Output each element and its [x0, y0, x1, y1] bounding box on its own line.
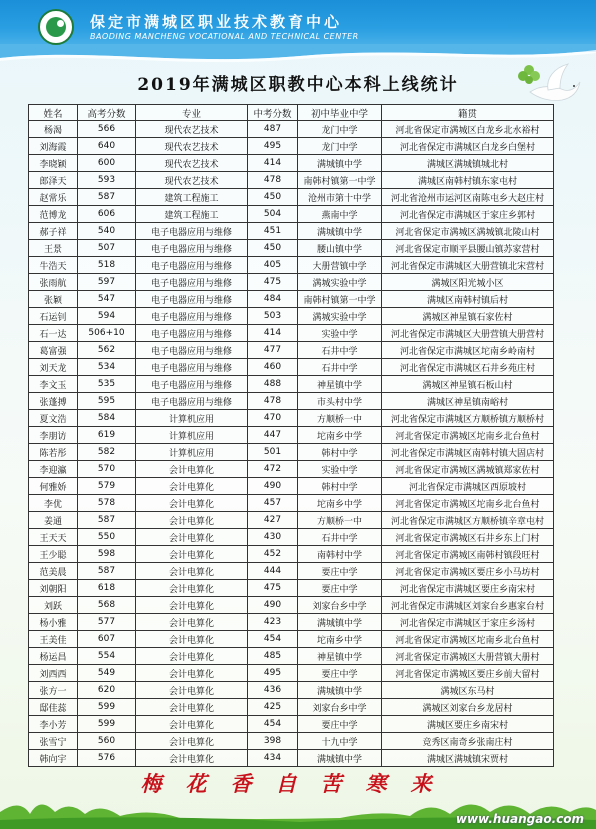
cell-gaokao-score: 534 [78, 359, 136, 376]
cell-name: 刘海霞 [29, 138, 78, 155]
cell-middle-school: 实验中学 [298, 325, 382, 342]
cell-name: 范美晨 [29, 563, 78, 580]
cell-gaokao-score: 607 [78, 631, 136, 648]
table-row [29, 155, 554, 172]
cell-major: 会计电算化 [136, 461, 248, 478]
table-row [29, 614, 554, 631]
cell-middle-school: 要庄中学 [298, 716, 382, 733]
cell-name: 刘朝阳 [29, 580, 78, 597]
cell-major: 电子电器应用与维修 [136, 393, 248, 410]
cell-middle-school: 刘家台乡中学 [298, 597, 382, 614]
cell-name: 韩向宇 [29, 750, 78, 767]
table-row [29, 223, 554, 240]
cell-hometown: 满城区神星镇石家佐村 [382, 308, 554, 325]
cell-zhongkao-score: 477 [248, 342, 298, 359]
cell-major: 电子电器应用与维修 [136, 274, 248, 291]
cell-major: 会计电算化 [136, 716, 248, 733]
cell-major: 现代农艺技术 [136, 121, 248, 138]
cell-name: 刘跃 [29, 597, 78, 614]
cell-name: 刘天龙 [29, 359, 78, 376]
cell-major: 电子电器应用与维修 [136, 257, 248, 274]
cell-name: 刘西西 [29, 665, 78, 682]
cell-name: 牛浩天 [29, 257, 78, 274]
cell-zhongkao-score: 503 [248, 308, 298, 325]
cell-hometown: 河北省保定市满城区刘家台乡惠家台村 [382, 597, 554, 614]
table-row [29, 274, 554, 291]
cell-middle-school: 南韩村镇第一中学 [298, 291, 382, 308]
cell-zhongkao-score: 457 [248, 495, 298, 512]
cell-hometown: 河北省保定市满城区石井乡东上门村 [382, 529, 554, 546]
table-row [29, 444, 554, 461]
cell-major: 会计电算化 [136, 580, 248, 597]
watermark: www.huangao.com [455, 812, 584, 826]
cell-zhongkao-score: 425 [248, 699, 298, 716]
table-row [29, 257, 554, 274]
cell-zhongkao-score: 472 [248, 461, 298, 478]
cell-hometown: 满城区东马村 [382, 682, 554, 699]
cell-gaokao-score: 600 [78, 155, 136, 172]
cell-hometown: 满城区阳光城小区 [382, 274, 554, 291]
cell-major: 计算机应用 [136, 410, 248, 427]
cell-gaokao-score: 618 [78, 580, 136, 597]
cell-gaokao-score: 568 [78, 597, 136, 614]
cell-zhongkao-score: 485 [248, 648, 298, 665]
table-row [29, 546, 554, 563]
table-row [29, 376, 554, 393]
column-header-middle-school: 初中毕业中学 [298, 105, 382, 121]
cell-major: 会计电算化 [136, 682, 248, 699]
cell-middle-school: 石井中学 [298, 529, 382, 546]
cell-zhongkao-score: 436 [248, 682, 298, 699]
cell-hometown: 河北省沧州市运河区南陈屯乡大赵庄村 [382, 189, 554, 206]
cell-major: 会计电算化 [136, 750, 248, 767]
cell-name: 陈若彤 [29, 444, 78, 461]
cell-middle-school: 韩村中学 [298, 444, 382, 461]
dove-icon [524, 62, 584, 106]
table-row [29, 750, 554, 767]
table-row [29, 138, 554, 155]
cell-major: 会计电算化 [136, 512, 248, 529]
cell-zhongkao-score: 447 [248, 427, 298, 444]
cell-major: 电子电器应用与维修 [136, 342, 248, 359]
admission-stats-table [28, 104, 554, 767]
cell-name: 王少聪 [29, 546, 78, 563]
cell-zhongkao-score: 501 [248, 444, 298, 461]
cell-major: 建筑工程施工 [136, 206, 248, 223]
cell-gaokao-score: 535 [78, 376, 136, 393]
cell-hometown: 河北省保定市满城区要庄乡南宋村 [382, 580, 554, 597]
school-name-en: BAODING MANCHENG VOCATIONAL AND TECHNICAL CENTER [90, 32, 359, 41]
cell-hometown: 河北省保定市满城区坨南乡北台鱼村 [382, 427, 554, 444]
cell-name: 李迎瀛 [29, 461, 78, 478]
cell-major: 会计电算化 [136, 495, 248, 512]
cell-name: 王景 [29, 240, 78, 257]
cell-zhongkao-score: 495 [248, 138, 298, 155]
banner-wave [0, 44, 596, 66]
cell-major: 会计电算化 [136, 478, 248, 495]
cell-zhongkao-score: 454 [248, 716, 298, 733]
table-row [29, 665, 554, 682]
cell-name: 张蓬搏 [29, 393, 78, 410]
table-row [29, 495, 554, 512]
cell-middle-school: 韩村中学 [298, 478, 382, 495]
cell-hometown: 河北省保定市满城区要庄乡小马坊村 [382, 563, 554, 580]
cell-name: 王天天 [29, 529, 78, 546]
cell-middle-school: 满城实验中学 [298, 274, 382, 291]
column-header-name: 姓名 [29, 105, 78, 121]
cell-name: 范博龙 [29, 206, 78, 223]
cell-major: 会计电算化 [136, 546, 248, 563]
cell-name: 张颖 [29, 291, 78, 308]
cell-name: 李晓颖 [29, 155, 78, 172]
table-row [29, 648, 554, 665]
table-header-row [29, 105, 554, 121]
cell-hometown: 满城区神星镇石板山村 [382, 376, 554, 393]
cell-zhongkao-score: 423 [248, 614, 298, 631]
cell-gaokao-score: 593 [78, 172, 136, 189]
table-row [29, 410, 554, 427]
cell-hometown: 河北省保定市满城区满城镇北陵山村 [382, 223, 554, 240]
cell-middle-school: 满城镇中学 [298, 682, 382, 699]
column-header-gaokao-score: 高考分数 [78, 105, 136, 121]
cell-name: 杨运昌 [29, 648, 78, 665]
cell-name: 郎泽天 [29, 172, 78, 189]
cell-zhongkao-score: 430 [248, 529, 298, 546]
cell-gaokao-score: 587 [78, 189, 136, 206]
table-row [29, 461, 554, 478]
cell-hometown: 满城区南韩村镇东家屯村 [382, 172, 554, 189]
cell-gaokao-score: 506+10 [78, 325, 136, 342]
cell-middle-school: 南韩村镇第一中学 [298, 172, 382, 189]
cell-gaokao-score: 597 [78, 274, 136, 291]
cell-middle-school: 要庄中学 [298, 665, 382, 682]
cell-gaokao-score: 507 [78, 240, 136, 257]
cell-zhongkao-score: 434 [248, 750, 298, 767]
cell-major: 会计电算化 [136, 597, 248, 614]
cell-middle-school: 满城镇中学 [298, 614, 382, 631]
cell-zhongkao-score: 487 [248, 121, 298, 138]
cell-name: 夏文浩 [29, 410, 78, 427]
cell-zhongkao-score: 504 [248, 206, 298, 223]
cell-major: 会计电算化 [136, 529, 248, 546]
cell-middle-school: 十九中学 [298, 733, 382, 750]
cell-middle-school: 神星镇中学 [298, 648, 382, 665]
cell-major: 计算机应用 [136, 427, 248, 444]
cell-zhongkao-score: 490 [248, 597, 298, 614]
cell-name: 姜通 [29, 512, 78, 529]
cell-zhongkao-score: 484 [248, 291, 298, 308]
cell-middle-school: 坨南乡中学 [298, 427, 382, 444]
cell-name: 石运钊 [29, 308, 78, 325]
table-row [29, 512, 554, 529]
cell-hometown: 河北省保定市满城区白龙乡白堡村 [382, 138, 554, 155]
cell-hometown: 河北省保定市满城区于家庄乡郭村 [382, 206, 554, 223]
logo-emblem-icon [46, 17, 66, 37]
column-header-major: 专业 [136, 105, 248, 121]
cell-middle-school: 满城实验中学 [298, 308, 382, 325]
cell-zhongkao-score: 478 [248, 172, 298, 189]
cell-zhongkao-score: 450 [248, 189, 298, 206]
cell-gaokao-score: 554 [78, 648, 136, 665]
cell-hometown: 河北省保定市满城区满城镇郑家佐村 [382, 461, 554, 478]
table-row [29, 393, 554, 410]
cell-major: 电子电器应用与维修 [136, 325, 248, 342]
cell-major: 建筑工程施工 [136, 189, 248, 206]
cell-name: 李小芳 [29, 716, 78, 733]
cell-name: 郝子祥 [29, 223, 78, 240]
table-row [29, 529, 554, 546]
cell-major: 电子电器应用与维修 [136, 359, 248, 376]
table-row [29, 597, 554, 614]
cell-hometown: 河北省保定市满城区大册营镇北宋营村 [382, 257, 554, 274]
cell-major: 会计电算化 [136, 665, 248, 682]
table-row [29, 563, 554, 580]
cell-hometown: 河北省保定市顺平县腰山镇苏家营村 [382, 240, 554, 257]
cell-name: 石一达 [29, 325, 78, 342]
cell-middle-school: 市头村中学 [298, 393, 382, 410]
cell-name: 李优 [29, 495, 78, 512]
cell-zhongkao-score: 398 [248, 733, 298, 750]
cell-gaokao-score: 576 [78, 750, 136, 767]
cell-middle-school: 方顺桥一中 [298, 410, 382, 427]
cell-zhongkao-score: 495 [248, 665, 298, 682]
cell-hometown: 满城区刘家台乡龙居村 [382, 699, 554, 716]
cell-name: 杨小雅 [29, 614, 78, 631]
cell-middle-school: 刘家台乡中学 [298, 699, 382, 716]
cell-middle-school: 沧州市第十中学 [298, 189, 382, 206]
cell-zhongkao-score: 490 [248, 478, 298, 495]
cell-gaokao-score: 549 [78, 665, 136, 682]
table-row [29, 359, 554, 376]
cell-major: 电子电器应用与维修 [136, 240, 248, 257]
cell-middle-school: 满城镇中学 [298, 155, 382, 172]
cell-zhongkao-score: 475 [248, 274, 298, 291]
cell-middle-school: 南韩村中学 [298, 546, 382, 563]
cell-name: 张雨航 [29, 274, 78, 291]
cell-gaokao-score: 594 [78, 308, 136, 325]
cell-zhongkao-score: 478 [248, 393, 298, 410]
cell-hometown: 河北省保定市满城区坨南乡北台鱼村 [382, 631, 554, 648]
cell-gaokao-score: 587 [78, 512, 136, 529]
cell-gaokao-score: 599 [78, 699, 136, 716]
cell-name: 张雪宁 [29, 733, 78, 750]
cell-hometown: 河北省保定市满城区大册营镇大册营村 [382, 325, 554, 342]
cell-middle-school: 实验中学 [298, 461, 382, 478]
cell-hometown: 河北省保定市满城区要庄乡前大留村 [382, 665, 554, 682]
table-row [29, 308, 554, 325]
cell-gaokao-score: 518 [78, 257, 136, 274]
cell-gaokao-score: 619 [78, 427, 136, 444]
cell-name: 李朋访 [29, 427, 78, 444]
cell-gaokao-score: 584 [78, 410, 136, 427]
cell-middle-school: 神星镇中学 [298, 376, 382, 393]
table-row [29, 240, 554, 257]
column-header-hometown: 籍贯 [382, 105, 554, 121]
table-row [29, 325, 554, 342]
cell-zhongkao-score: 427 [248, 512, 298, 529]
cell-hometown: 河北省保定市满城区方顺桥镇方顺桥村 [382, 410, 554, 427]
cell-middle-school: 燕南中学 [298, 206, 382, 223]
cell-hometown: 河北省保定市满城区大册营镇大册村 [382, 648, 554, 665]
cell-gaokao-score: 587 [78, 563, 136, 580]
cell-major: 会计电算化 [136, 699, 248, 716]
cell-zhongkao-score: 444 [248, 563, 298, 580]
table-body [29, 121, 554, 767]
cell-zhongkao-score: 454 [248, 631, 298, 648]
cell-gaokao-score: 560 [78, 733, 136, 750]
cell-hometown: 竞秀区南奇乡张南庄村 [382, 733, 554, 750]
school-logo [38, 9, 74, 45]
cell-name: 何雅娇 [29, 478, 78, 495]
cell-middle-school: 龙门中学 [298, 138, 382, 155]
cell-name: 李文玉 [29, 376, 78, 393]
cell-hometown: 河北省保定市满城区于家庄乡汤村 [382, 614, 554, 631]
cell-middle-school: 石井中学 [298, 342, 382, 359]
cell-name: 王美佳 [29, 631, 78, 648]
cell-major: 会计电算化 [136, 563, 248, 580]
cell-name: 葛富强 [29, 342, 78, 359]
cell-major: 会计电算化 [136, 733, 248, 750]
cell-zhongkao-score: 450 [248, 240, 298, 257]
table-row [29, 291, 554, 308]
cell-gaokao-score: 577 [78, 614, 136, 631]
table-row [29, 189, 554, 206]
cell-name: 杨渴 [29, 121, 78, 138]
cell-zhongkao-score: 488 [248, 376, 298, 393]
cell-name: 邸佳蕊 [29, 699, 78, 716]
cell-hometown: 河北省保定市满城区石井乡苑庄村 [382, 359, 554, 376]
cell-name: 张方一 [29, 682, 78, 699]
cell-middle-school: 要庄中学 [298, 563, 382, 580]
cell-gaokao-score: 599 [78, 716, 136, 733]
cell-hometown: 满城区南韩村镇后村 [382, 291, 554, 308]
cell-hometown: 满城区要庄乡南宋村 [382, 716, 554, 733]
cell-hometown: 河北省保定市满城区南韩村镇大固店村 [382, 444, 554, 461]
cell-major: 会计电算化 [136, 614, 248, 631]
table-row [29, 580, 554, 597]
cell-middle-school: 大册营镇中学 [298, 257, 382, 274]
cell-hometown: 河北省保定市满城区坨南乡岭南村 [382, 342, 554, 359]
page-title: 2019年满城区职教中心本科上线统计 [137, 75, 459, 95]
cell-gaokao-score: 582 [78, 444, 136, 461]
table-row [29, 699, 554, 716]
cell-gaokao-score: 595 [78, 393, 136, 410]
table-row [29, 121, 554, 138]
table-row [29, 682, 554, 699]
cell-gaokao-score: 566 [78, 121, 136, 138]
table-row [29, 427, 554, 444]
cell-zhongkao-score: 470 [248, 410, 298, 427]
school-name: 保定市满城区职业技术教育中心 [90, 13, 343, 31]
table-row [29, 478, 554, 495]
cell-gaokao-score: 540 [78, 223, 136, 240]
cell-hometown: 满城区满城镇城北村 [382, 155, 554, 172]
cell-name: 赵常乐 [29, 189, 78, 206]
cell-major: 电子电器应用与维修 [136, 376, 248, 393]
cell-gaokao-score: 620 [78, 682, 136, 699]
table-row [29, 342, 554, 359]
cell-major: 会计电算化 [136, 631, 248, 648]
cell-middle-school: 石井中学 [298, 359, 382, 376]
cell-zhongkao-score: 414 [248, 325, 298, 342]
cell-major: 现代农艺技术 [136, 172, 248, 189]
cell-gaokao-score: 640 [78, 138, 136, 155]
cell-major: 电子电器应用与维修 [136, 291, 248, 308]
cell-zhongkao-score: 451 [248, 223, 298, 240]
table-row [29, 206, 554, 223]
cell-zhongkao-score: 405 [248, 257, 298, 274]
cell-hometown: 满城区满城镇宋贾村 [382, 750, 554, 767]
table-row [29, 733, 554, 750]
cell-hometown: 河北省保定市满城区白龙乡北水裕村 [382, 121, 554, 138]
cell-middle-school: 腰山镇中学 [298, 240, 382, 257]
table-row [29, 631, 554, 648]
cell-middle-school: 龙门中学 [298, 121, 382, 138]
cell-zhongkao-score: 452 [248, 546, 298, 563]
cell-gaokao-score: 606 [78, 206, 136, 223]
table-row [29, 716, 554, 733]
cell-hometown: 河北省保定市满城区南韩村镇段旺村 [382, 546, 554, 563]
cell-major: 会计电算化 [136, 648, 248, 665]
cell-middle-school: 满城镇中学 [298, 223, 382, 240]
cell-middle-school: 满城镇中学 [298, 750, 382, 767]
column-header-zhongkao-score: 中考分数 [248, 105, 298, 121]
cell-hometown: 满城区神星镇南峪村 [382, 393, 554, 410]
cell-gaokao-score: 570 [78, 461, 136, 478]
cell-gaokao-score: 550 [78, 529, 136, 546]
cell-major: 电子电器应用与维修 [136, 308, 248, 325]
cell-zhongkao-score: 460 [248, 359, 298, 376]
cell-zhongkao-score: 475 [248, 580, 298, 597]
cell-hometown: 河北省保定市满城区坨南乡北台鱼村 [382, 495, 554, 512]
cell-gaokao-score: 598 [78, 546, 136, 563]
cell-zhongkao-score: 414 [248, 155, 298, 172]
cell-major: 电子电器应用与维修 [136, 223, 248, 240]
cell-major: 现代农艺技术 [136, 155, 248, 172]
cell-hometown: 河北省保定市满城区西原坡村 [382, 478, 554, 495]
cell-middle-school: 坨南乡中学 [298, 631, 382, 648]
cell-major: 计算机应用 [136, 444, 248, 461]
cell-middle-school: 要庄中学 [298, 580, 382, 597]
cell-gaokao-score: 547 [78, 291, 136, 308]
cell-gaokao-score: 579 [78, 478, 136, 495]
cell-middle-school: 坨南乡中学 [298, 495, 382, 512]
cell-gaokao-score: 578 [78, 495, 136, 512]
table-row [29, 172, 554, 189]
cell-major: 现代农艺技术 [136, 138, 248, 155]
cell-hometown: 河北省保定市满城区方顺桥镇辛章屯村 [382, 512, 554, 529]
footer-slogan: 梅花香自苦寒来 [140, 771, 456, 796]
cell-gaokao-score: 562 [78, 342, 136, 359]
cell-middle-school: 方顺桥一中 [298, 512, 382, 529]
